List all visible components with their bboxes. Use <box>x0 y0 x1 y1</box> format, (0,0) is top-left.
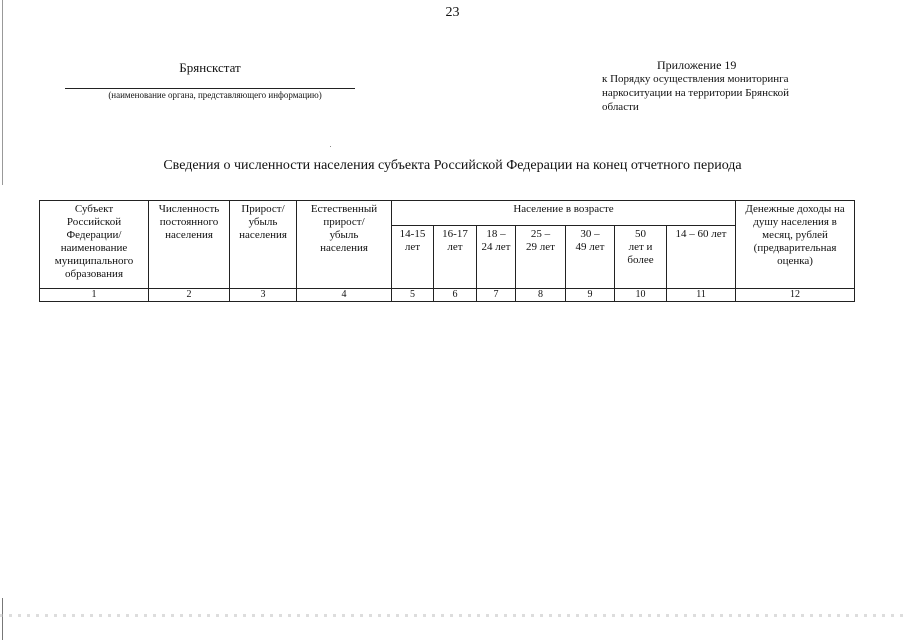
appendix-line: к Порядку осуществления мониторинга <box>602 73 789 85</box>
column-number: 6 <box>434 289 477 302</box>
header-age-18-24: 18 – 24 лет <box>477 226 516 289</box>
appendix-line: области <box>602 101 639 113</box>
header-permanent-population: Численность постоянного населения <box>149 201 230 289</box>
organization-caption: (наименование органа, представляющего информацию) <box>108 90 322 100</box>
appendix-block <box>602 58 842 114</box>
header-age-16-17: 16-17 лет <box>434 226 477 289</box>
header-age-14-60: 14 – 60 лет <box>667 226 736 289</box>
header-growth: Прирост/ убыль населения <box>230 201 297 289</box>
scan-left-edge-bottom <box>2 598 3 640</box>
column-number: 9 <box>566 289 615 302</box>
scan-noise <box>0 614 905 617</box>
column-number: 8 <box>516 289 566 302</box>
document-title: Сведения о численности населения субъекта Российской Федерации на конец отчетного периода <box>163 158 742 173</box>
column-number: 5 <box>392 289 434 302</box>
column-number: 1 <box>40 289 149 302</box>
column-number: 2 <box>149 289 230 302</box>
header-age-14-15: 14-15 лет <box>392 226 434 289</box>
organization-underline <box>65 88 355 89</box>
column-number: 10 <box>615 289 667 302</box>
header-income: Денежные доходы на душу населения в месяц, рублей (предварительная оценка) <box>736 201 855 289</box>
header-age-25-29: 25 – 29 лет <box>516 226 566 289</box>
column-number: 11 <box>667 289 736 302</box>
appendix-number: Приложение 19 <box>657 58 737 72</box>
column-number: 7 <box>477 289 516 302</box>
column-number: 12 <box>736 289 855 302</box>
scan-speck <box>330 146 331 147</box>
population-table <box>39 200 855 302</box>
header-subject: Субъект Российской Федерации/ наименование муниципального образования <box>40 201 149 289</box>
header-age-30-49: 30 – 49 лет <box>566 226 615 289</box>
header-natural-growth: Естественный прирост/ убыль населения <box>297 201 392 289</box>
page-number: 23 <box>445 5 460 20</box>
column-number: 3 <box>230 289 297 302</box>
appendix-line: наркоситуации на территории Брянской <box>602 87 790 99</box>
column-number: 4 <box>297 289 392 302</box>
organization-name: Брянскстат <box>179 60 241 75</box>
header-age-group: Население в возрасте <box>392 201 736 226</box>
header-age-50-plus: 50 лет и более <box>615 226 667 289</box>
